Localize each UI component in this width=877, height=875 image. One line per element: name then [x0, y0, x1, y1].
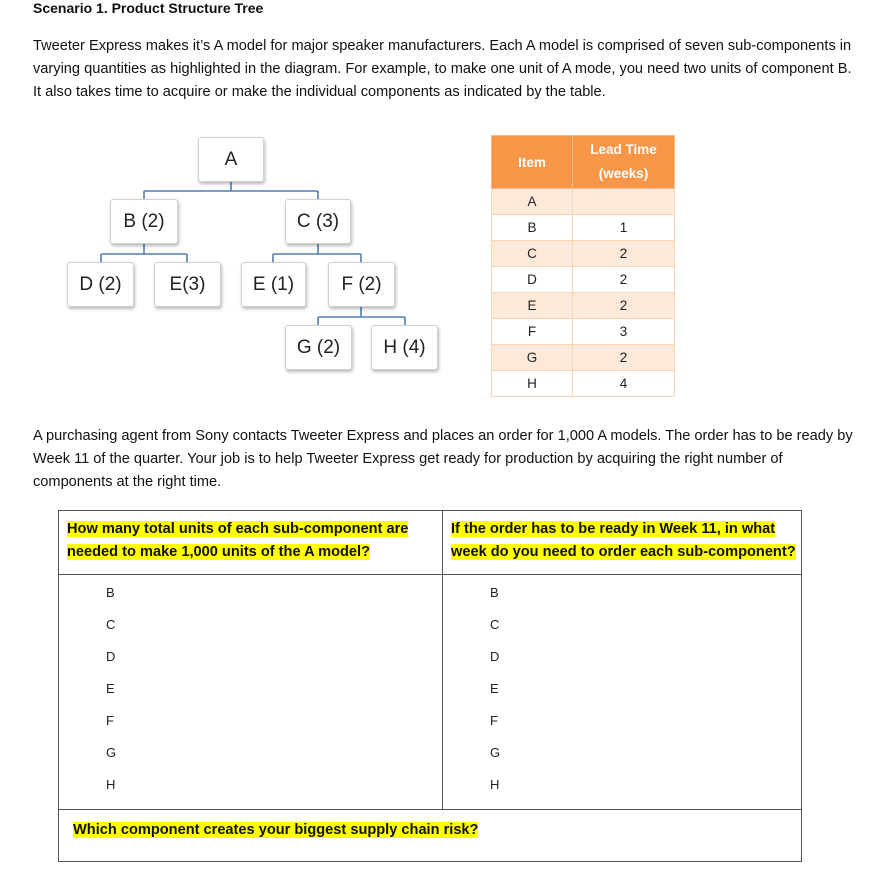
tree-node-e-under-c: E (1) — [241, 262, 306, 307]
lead-table-row: G 2 — [492, 345, 675, 371]
list-item: F — [106, 713, 114, 728]
lead-table-row: B 1 — [492, 215, 675, 241]
list-item: G — [106, 745, 117, 760]
lead-table-row: H 4 — [492, 371, 675, 397]
lead-table-row: E 2 — [492, 293, 675, 319]
component-list-order-week — [490, 585, 801, 809]
tree-node-h: H (4) — [371, 325, 438, 370]
question-order-week: If the order has to be ready in Week 11, in what week do you need to order each sub-component? — [451, 521, 796, 560]
lead-table-row: A — [492, 189, 675, 215]
lead-table-header-item: Item — [492, 136, 573, 189]
lead-table-header-lead-time: Lead Time (weeks) — [573, 136, 675, 189]
question-units-cell — [59, 511, 443, 575]
lead-time-table — [491, 135, 675, 397]
list-item: C — [106, 617, 116, 632]
question-order-week-cell — [443, 511, 802, 575]
tree-node-g: G (2) — [285, 325, 352, 370]
tree-node-a: A — [198, 137, 264, 182]
list-item: B — [106, 585, 115, 600]
question-risk: Which component creates your biggest supply chain risk? — [73, 822, 479, 838]
answer-units-cell[interactable] — [59, 575, 443, 810]
list-item: B — [490, 585, 499, 600]
component-list-units — [106, 585, 442, 809]
tree-node-f: F (2) — [328, 262, 395, 307]
list-item: H — [106, 777, 116, 792]
list-item: D — [490, 649, 500, 664]
tree-node-d: D (2) — [67, 262, 134, 307]
document-title: Scenario 1. Product Structure Tree — [33, 0, 264, 16]
tree-node-e-under-b: E(3) — [154, 262, 221, 307]
answer-order-week-cell[interactable] — [443, 575, 802, 810]
list-item: F — [490, 713, 498, 728]
lead-table-row: C 2 — [492, 241, 675, 267]
lead-table-row: D 2 — [492, 267, 675, 293]
question-units: How many total units of each sub-component are needed to make 1,000 units of the A model? — [67, 521, 409, 560]
tree-node-b: B (2) — [110, 199, 178, 244]
list-item: D — [106, 649, 116, 664]
tree-node-c: C (3) — [285, 199, 351, 244]
list-item: H — [490, 777, 500, 792]
scenario-paragraph: A purchasing agent from Sony contacts Tweeter Express and places an order for 1,000 A models. The order has to be ready by Week 11 of the quarter. Your job is to help Tweeter Express get ready for production by acquiring the right number of components at the right time. — [33, 428, 853, 490]
list-item: G — [490, 745, 501, 760]
intro-paragraph: Tweeter Express makes it’s A model for major speaker manufacturers. Each A model is comprised of seven sub-components in varying quantities as highlighted in the diagram. For example, to make one unit of A mode, you need two units of component B. It also takes time to acquire or make the individual components as indicated by the table. — [33, 38, 852, 100]
question-table — [58, 510, 802, 862]
list-item: E — [106, 681, 115, 696]
list-item: C — [490, 617, 500, 632]
list-item: E — [490, 681, 499, 696]
lead-table-row: F 3 — [492, 319, 675, 345]
question-risk-cell[interactable] — [59, 810, 802, 862]
